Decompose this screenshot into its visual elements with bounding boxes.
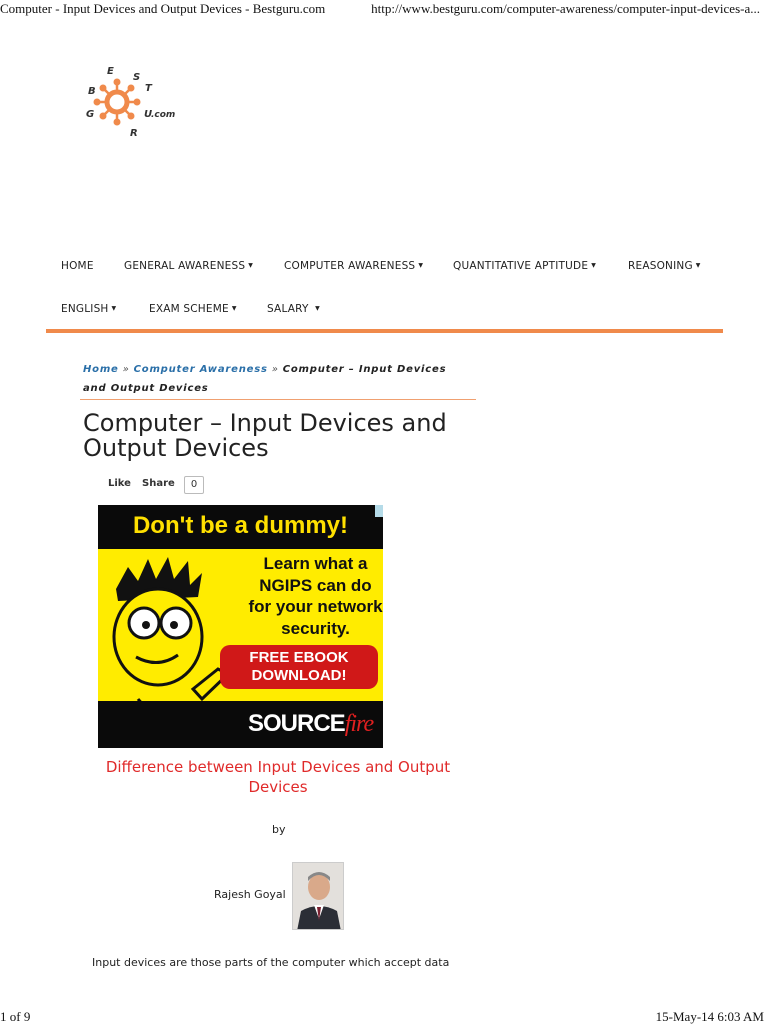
breadcrumb-separator: » — [271, 364, 279, 375]
nav-salary[interactable] — [267, 303, 320, 315]
nav-general-label: GENERAL AWARENESS — [124, 260, 246, 272]
logo-letter: B — [88, 86, 96, 97]
nav-reasoning-label: REASONING — [628, 260, 693, 272]
share-count: 0 — [184, 476, 204, 494]
byline-by: by — [272, 823, 286, 836]
nav-home-label: HOME — [61, 260, 94, 272]
logo-letter: U — [144, 109, 153, 120]
breadcrumb — [83, 360, 473, 398]
ad-choices-icon[interactable] — [375, 505, 383, 517]
caret-down-icon: ▼ — [248, 262, 254, 269]
author-name: Rajesh Goyal — [214, 888, 286, 901]
ad-brand-logo — [248, 710, 373, 738]
breadcrumb-category-link[interactable]: Computer Awareness — [133, 364, 268, 375]
caret-down-icon: ▼ — [591, 262, 597, 269]
nav-divider — [46, 329, 723, 333]
main-nav — [46, 250, 723, 334]
nav-general-awareness[interactable] — [124, 260, 253, 272]
nav-quant-label: QUANTITATIVE APTITUDE — [453, 260, 589, 272]
caret-down-icon: ▼ — [418, 262, 424, 269]
logo-letter: E — [107, 66, 114, 77]
ad-banner[interactable] — [98, 505, 383, 748]
print-datetime: 15-May-14 6:03 AM — [655, 1009, 764, 1024]
author-photo — [292, 862, 344, 930]
nav-quantitative-aptitude[interactable] — [453, 260, 596, 272]
ad-brand-main: SOURCE — [248, 710, 345, 737]
ad-brand-accent: fire — [344, 711, 374, 737]
caret-down-icon: ▼ — [231, 305, 237, 312]
breadcrumb-current: Computer – Input Devices and Output Devices — [83, 364, 447, 394]
logo-letter: R — [130, 128, 138, 139]
breadcrumb-home-link[interactable]: Home — [83, 364, 119, 375]
article-subtitle: Difference between Input Devices and Output Devices — [105, 758, 451, 796]
breadcrumb-divider — [80, 399, 476, 400]
ad-body-text: Learn what a NGIPS can do for your network security. — [248, 554, 383, 638]
share-button[interactable]: Share — [142, 478, 175, 489]
logo-letter: G — [86, 109, 95, 120]
nav-computer-label: COMPUTER AWARENESS — [284, 260, 416, 272]
nav-exam-scheme[interactable] — [149, 303, 237, 315]
nav-english[interactable] — [61, 303, 116, 315]
print-page-number: 1 of 9 — [0, 1009, 31, 1024]
nav-computer-awareness[interactable] — [284, 260, 423, 272]
nav-home[interactable] — [61, 260, 94, 272]
site-logo[interactable] — [82, 64, 192, 144]
logo-letter: T — [145, 83, 152, 94]
article-intro: Input devices are those parts of the computer which accept data — [92, 956, 450, 969]
logo-letter: S — [133, 72, 141, 83]
page-title: Computer – Input Devices and Output Devices — [83, 409, 447, 462]
caret-down-icon: ▼ — [111, 305, 117, 312]
ad-headline: Don't be a dummy! — [132, 512, 349, 539]
print-page-url: http://www.bestguru.com/computer-awareness/computer-input-devices-a... — [371, 1, 760, 16]
breadcrumb-separator: » — [122, 364, 130, 375]
like-button[interactable]: Like — [108, 478, 131, 489]
free-ebook-download-button[interactable]: FREE EBOOK DOWNLOAD! — [220, 645, 378, 689]
caret-down-icon: ▼ — [695, 262, 701, 269]
nav-reasoning[interactable] — [628, 260, 701, 272]
nav-english-label: ENGLISH — [61, 303, 109, 315]
nav-salary-label: SALARY — [267, 303, 309, 315]
caret-down-icon: ▼ — [315, 305, 320, 312]
nav-exam-label: EXAM SCHEME — [149, 303, 229, 315]
logo-domain: .com — [151, 110, 176, 120]
print-page-title: Computer - Input Devices and Output Devices - Bestguru.com — [0, 1, 326, 16]
person-avatar-icon — [293, 863, 344, 930]
